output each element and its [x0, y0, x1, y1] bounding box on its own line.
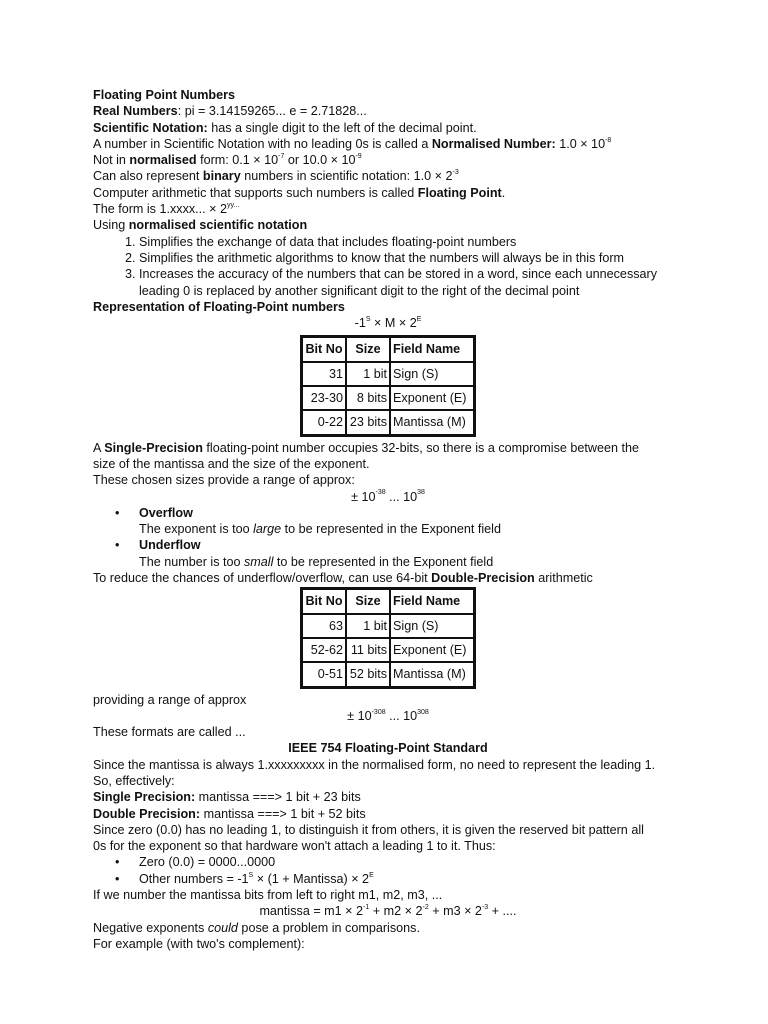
representation-formula: $-1^S \times M \times 2^E$ — [354, 315, 422, 331]
table-row — [302, 362, 474, 386]
binary-line: Can also represent binary numbers in scientific notation: $1.0 \times 2^{-3}$ — [93, 169, 459, 184]
field-cell: Sign (S) — [390, 614, 474, 638]
bit-cell: 63 — [302, 614, 346, 638]
list-item: • Other numbers = $-1^S \times (1$ + Mantissa) × $2^E$ — [139, 871, 683, 887]
field-cell: Sign (S) — [390, 362, 474, 386]
representation-heading: Representation of Floating-Point numbers — [93, 299, 345, 314]
overflow-desc: The exponent is too large to be represented in the Exponent field — [139, 522, 501, 537]
document-page — [93, 87, 683, 952]
double-precision-table — [300, 587, 476, 688]
zero-para-line2: 0s for the exponent so that hardware won't attach a leading 1 to it. Thus: — [93, 839, 496, 854]
column-header: Size — [346, 589, 390, 613]
scientific-notation-line: Scientific Notation: has a single digit to the left of the decimal point. — [93, 120, 477, 135]
list-item: 3. Increases the accuracy of the numbers that can be stored in a word, since each unnecessary leading 0 is replaced by another significant digit to the right of the decimal point — [139, 266, 683, 299]
table-header-row — [302, 589, 474, 613]
providing-line: providing a range of approx — [93, 692, 247, 707]
single-precision-line: Single Precision: mantissa ===> 1 bit + 23 bits — [93, 790, 361, 805]
flow-list-2 — [93, 537, 683, 553]
effectively-line: So, effectively: — [93, 773, 175, 788]
zero-para-line1: Since zero (0.0) has no leading 1, to distinguish it from others, it is given the reserved bit pattern all — [93, 822, 644, 837]
bit-cell: 0-22 — [302, 410, 346, 434]
reduce-line: To reduce the chances of underflow/overflow, can use 64-bit Double-Precision arithmetic — [93, 571, 593, 586]
size-cell: 23 bits — [346, 410, 390, 434]
mantissa-line: Since the mantissa is always 1.xxxxxxxxx in the normalised form, no need to represent the leading 1. — [93, 757, 656, 772]
mantissa-formula: mantissa = $m1 \times 2^{-1} + m2 \times 2^{-2} + m3 \times 2^{-3}$ + .... — [259, 904, 517, 919]
size-cell: 1 bit — [346, 362, 390, 386]
doc-title: Floating Point Numbers — [93, 88, 236, 102]
field-cell: Exponent (E) — [390, 386, 474, 410]
size-cell: 11 bits — [346, 638, 390, 662]
floating-point-line: Computer arithmetic that supports such numbers is called Floating Point. — [93, 185, 506, 200]
single-precision-para: A Single-Precision floating-point number occupies 32-bits, so there is a compromise between the — [93, 440, 640, 455]
list-item: • Overflow — [139, 505, 683, 521]
size-cell: 52 bits — [346, 662, 390, 686]
field-cell: Exponent (E) — [390, 638, 474, 662]
list-item: 2. Simplifies the arithmetic algorithms to know that the numbers will always be in this form — [139, 250, 683, 266]
column-header: Field Name — [390, 589, 474, 613]
bit-cell: 0-51 — [302, 662, 346, 686]
column-header: Size — [346, 337, 390, 361]
bit-cell: 52-62 — [302, 638, 346, 662]
table-row — [302, 662, 474, 686]
field-cell: Mantissa (M) — [390, 410, 474, 434]
list-item: 1. Simplifies the exchange of data that includes floating-point numbers — [139, 234, 683, 250]
table-row — [302, 614, 474, 638]
single-range: ± $10^{-38}$ ... $10^{38}$ — [351, 489, 425, 504]
ieee-heading: IEEE 754 Floating-Point Standard — [288, 741, 488, 756]
benefits-list — [93, 234, 683, 299]
single-precision-table — [300, 335, 476, 436]
normalised-number-line: A number in Scientific Notation with no leading 0s is called a Normalised Number: $1.0 \times 10^{-8}$ — [93, 136, 612, 151]
column-header: Bit No — [302, 337, 346, 361]
number-bits-line: If we number the mantissa bits from left to right m1, m2, m3, ... — [93, 888, 443, 903]
column-header: Field Name — [390, 337, 474, 361]
bit-cell: 23-30 — [302, 386, 346, 410]
column-header: Bit No — [302, 589, 346, 613]
flow-list — [93, 505, 683, 521]
table-row — [302, 410, 474, 434]
table-header-row — [302, 337, 474, 361]
double-range: ± $10^{-308}$ ... $10^{308}$ — [347, 708, 429, 723]
size-cell: 1 bit — [346, 614, 390, 638]
using-line: Using normalised scientific notation — [93, 218, 308, 233]
real-numbers-line: Real Numbers: pi = 3.14159265... e = 2.71828... — [93, 104, 367, 119]
double-precision-line: Double Precision: mantissa ===> 1 bit + 52 bits — [93, 806, 366, 821]
not-normalised-line: Not in normalised form: $0.1 \times 10^{-7}$ or $10.0 \times 10^{-9}$ — [93, 153, 362, 168]
range-intro: These chosen sizes provide a range of approx: — [93, 473, 355, 488]
field-cell: Mantissa (M) — [390, 662, 474, 686]
size-cell: 8 bits — [346, 386, 390, 410]
underflow-desc: The number is too small to be represented in the Exponent field — [139, 554, 494, 569]
example-line: For example (with two's complement): — [93, 936, 305, 951]
table-row — [302, 638, 474, 662]
list-item: • Zero (0.0) = 0000...0000 — [139, 854, 683, 870]
negative-exponents-line: Negative exponents could pose a problem in comparisons. — [93, 920, 420, 935]
bit-cell: 31 — [302, 362, 346, 386]
zero-list — [93, 854, 683, 887]
formats-called-line: These formats are called ... — [93, 725, 246, 740]
list-item: • Underflow — [139, 537, 683, 553]
table-row — [302, 386, 474, 410]
single-precision-para-line2: size of the mantissa and the size of the exponent. — [93, 456, 370, 471]
form-line: The form is 1.xxxx... × $2^{yy...}$ — [93, 201, 240, 217]
